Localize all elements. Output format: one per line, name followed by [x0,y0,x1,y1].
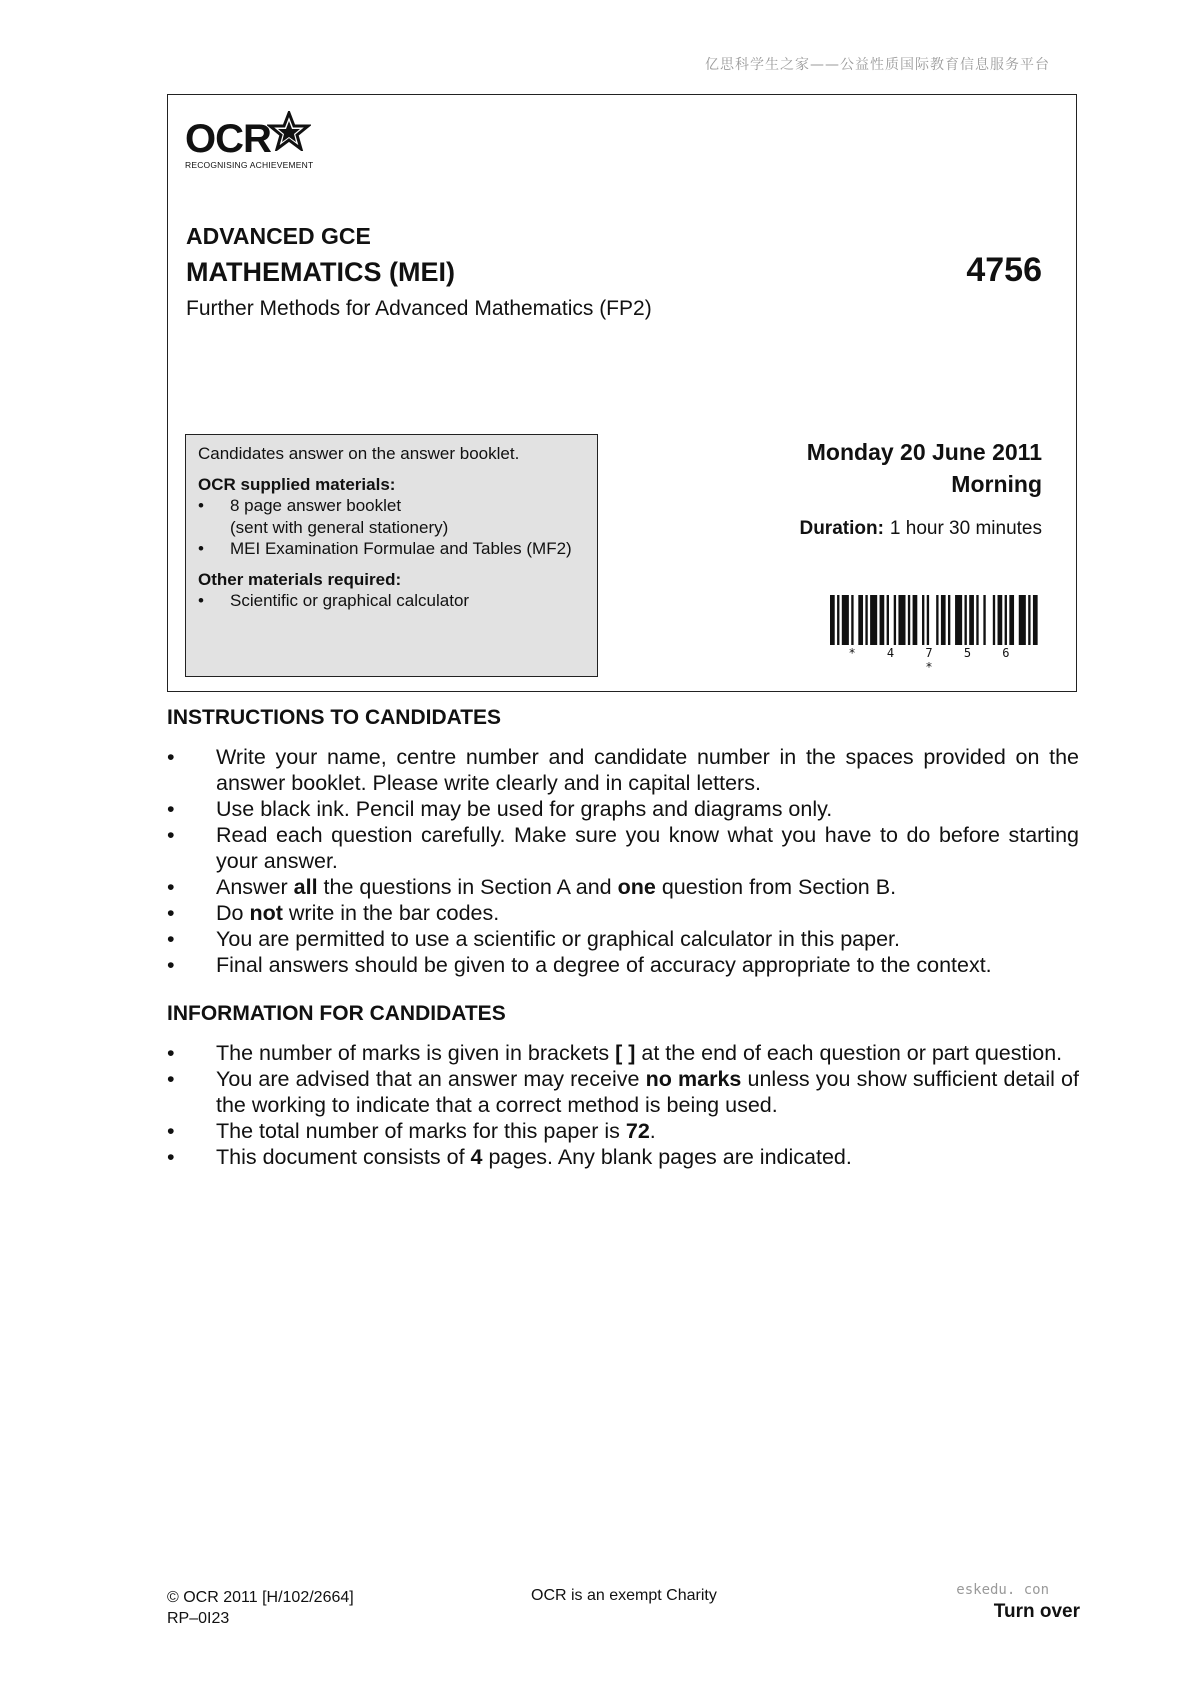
barcode-bar [955,595,962,645]
item-text: the questions in Section A and [317,875,618,899]
emphasis-text: not [249,901,283,925]
session-block [807,436,1042,500]
list-item [198,538,585,560]
item-text: write in the bar codes. [282,901,500,925]
bullet: • [167,797,175,821]
barcode [830,595,1040,674]
barcode-bar [894,595,896,645]
item-text: Write your name, centre number and candidate number in the spaces provided on the answer booklet. Please write clearly and in capital letters. [216,745,1079,795]
charity-text: OCR is an exempt Charity [531,1587,717,1604]
bullet: • [198,496,204,515]
site-watermark: eskedu. con [956,1582,1049,1598]
barcode-bar [927,595,929,645]
item-text: The number of marks is given in brackets [216,1041,616,1065]
materials-box [185,434,598,677]
bullet: • [167,1067,175,1091]
barcode-bar [983,595,985,645]
list-item [167,1144,1079,1170]
watermark-text: 亿思科学生之家——公益性质国际教育信息服务平台 [705,57,1050,73]
item-text: Final answers should be given to a degree of accuracy appropriate to the context. [216,953,992,977]
barcode-bar [858,595,863,645]
list-item [167,796,1079,822]
materials-intro: Candidates answer on the answer booklet. [198,444,520,463]
barcode-bar [851,595,853,645]
bullet: • [167,1041,175,1065]
copyright-text: © OCR 2011 [H/102/2664] [167,1589,354,1606]
barcode-bar [865,595,867,645]
exam-subject: MATHEMATICS (MEI) [186,257,455,287]
barcode-bar [969,595,974,645]
instructions-list [167,744,1079,978]
star-logo-icon [267,111,311,151]
item-text: You are permitted to use a scientific or graphical calculator in this paper. [216,927,901,951]
barcode-bar [887,595,889,645]
bullet: • [167,745,175,769]
duration-label: Duration: [799,518,884,539]
exam-duration [799,518,1042,540]
bullet: • [167,875,175,899]
supplied-materials-heading: OCR supplied materials: [198,474,396,494]
barcode-bar [1009,595,1014,645]
logo-text: OCR [185,117,271,161]
item-text: The total number of marks for this paper is [216,1119,626,1143]
list-item [167,1066,1079,1118]
list-item [167,874,1079,900]
barcode-bar [837,595,839,645]
paper-code: 4756 [966,251,1042,289]
item-text: Use black ink. Pencil may be used for graphs and diagrams only. [216,797,833,821]
exam-time-of-day: Morning [951,471,1042,497]
list-item [167,1040,1079,1066]
barcode-bar [964,595,966,645]
instructions-heading: INSTRUCTIONS TO CANDIDATES [167,706,502,729]
emphasis-text: one [617,875,656,899]
bullet: • [167,953,175,977]
barcode-bar [913,595,918,645]
emphasis-text: all [293,875,318,899]
emphasis-text: [ ] [615,1041,636,1065]
barcode-bar [908,595,910,645]
barcode-bar [898,595,905,645]
item-text: Answer [216,875,294,899]
supplied-item: MEI Examination Formulae and Tables (MF2) [230,539,572,558]
list-item [198,590,585,612]
barcode-bar [948,595,950,645]
other-item: Scientific or graphical calculator [230,591,470,610]
item-text: Do [216,901,250,925]
information-list [167,1040,1079,1170]
bullet: • [167,927,175,951]
other-materials-heading: Other materials required: [198,569,402,589]
duration-value: 1 hour 30 minutes [889,518,1042,539]
list-item [167,822,1079,874]
item-text: This document consists of [216,1145,471,1169]
barcode-bar [1005,595,1007,645]
list-item [167,900,1079,926]
emphasis-text: 4 [470,1145,483,1169]
barcode-bar [870,595,877,645]
supplied-item: (sent with general stationery) [230,517,449,537]
ocr-logo [185,117,365,187]
barcode-bar [830,595,835,645]
barcode-bar [842,595,849,645]
bullet: • [167,901,175,925]
list-item [167,744,1079,796]
logo-tagline: RECOGNISING ACHIEVEMENT [185,160,314,170]
footer-left [167,1587,354,1629]
barcode-bar [1033,595,1038,645]
barcode-bar [922,595,924,645]
list-item [167,926,1079,952]
barcode-bar [1028,595,1030,645]
item-text: pages. Any blank pages are indicated. [482,1145,852,1169]
item-text: at the end of each question or part question. [635,1041,1063,1065]
list-item [198,517,585,539]
exam-level: ADVANCED GCE [186,223,371,249]
information-heading: INFORMATION FOR CANDIDATES [167,1002,506,1025]
item-text: . [649,1119,656,1143]
cover-box [167,94,1077,692]
bullet: • [167,1119,175,1143]
emphasis-text: 72 [625,1119,650,1143]
barcode-bar [993,595,995,645]
barcode-bars [830,595,1040,645]
barcode-bar [998,595,1003,645]
list-item [167,1118,1079,1144]
item-text: unless you show sufficient detail of the working to indicate that a correct method is being used. [216,1067,1079,1117]
bullet: • [167,1145,175,1169]
bullet: • [198,591,204,610]
barcode-bar [976,595,978,645]
barcode-bar [936,595,938,645]
barcode-bar [880,595,885,645]
turn-over-label: Turn over [993,1601,1080,1622]
item-text: You are advised that an answer may receive [216,1067,646,1091]
supplied-item: 8 page answer booklet [230,496,402,515]
barcode-bar [1019,595,1026,645]
list-item [198,495,585,517]
bullet: • [167,823,175,847]
item-text: Read each question carefully. Make sure you know what you have to do before starting your answer. [216,823,1079,873]
unit-title: Further Methods for Advanced Mathematics (FP2) [186,297,652,320]
list-item [167,952,1079,978]
barcode-bar [941,595,946,645]
bullet: • [198,539,204,558]
exam-date: Monday 20 June 2011 [806,439,1042,465]
reference-code: RP–0I23 [167,1610,230,1627]
emphasis-text: no marks [645,1067,742,1091]
item-text: question from Section B. [655,875,897,899]
barcode-text: * 4 7 5 6 * [848,646,1022,674]
